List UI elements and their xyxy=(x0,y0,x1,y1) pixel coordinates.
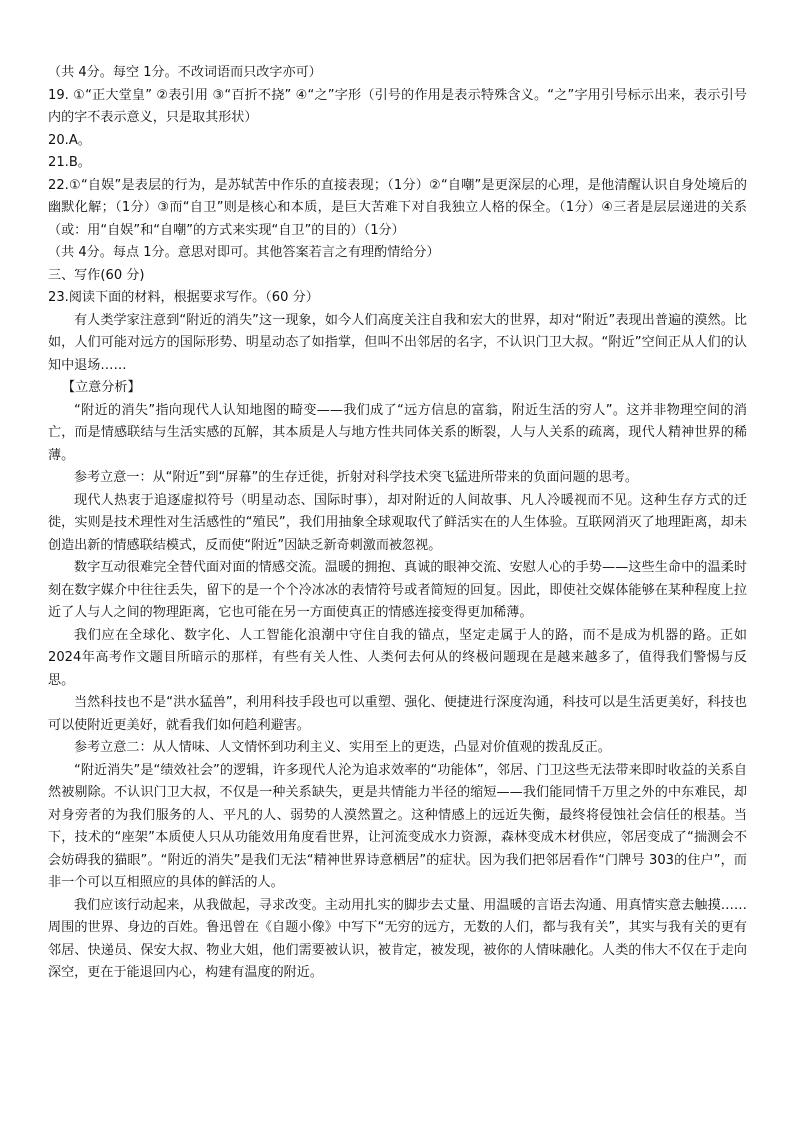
reference-idea-two: 参考立意二：从人情味、人文情怀到功利主义、实用至上的更迭，凸显对价值观的拨乱反正。 xyxy=(74,740,611,755)
body-paragraph: 我们应在全球化、数字化、人工智能化浪潮中守住自我的锚点，坚定走属于人的路，而不是成为机器的路。正如 2024年高考作文题目所暗示的那样，有些有关人性、人类何去何从的终极问题现在是越来越多了，值得我们警惕与反思。 xyxy=(48,627,747,688)
body-paragraph: 数字互动很难完全替代面对面的情感交流。温暖的拥抱、真诚的眼神交流、安慰人心的手势——这些生命中的温柔时刻在数字媒介中往往丢失，留下的是一个个冷冰冰的表情符号或者简短的回复。因此，即使社交媒体能够在某种程度上拉近了人与人之间的物理距离，它也可能在另一方面使真正的情感连接变得更加稀薄。 xyxy=(48,560,747,620)
question-23-prompt: 23.阅读下面的材料，根据要求写作。（60 分） xyxy=(48,290,319,305)
analysis-heading: 【立意分析】 xyxy=(62,380,141,395)
material-paragraph: 有人类学家注意到“附近的消失”这一现象，如今人们高度关注自我和宏大的世界，却对“附近”表现出普遍的漠然。比如，人们可能对远方的国际形势、明星动态了如指掌，但叫不出邻居的名字，不认识门卫大叔。“附近”空间正从人们的认知中退场…… xyxy=(48,312,747,373)
answer-q22: 22.①“自娱”是表层的行为，是苏轼苦中作乐的直接表现；（1分）②“自嘲”是更深层的心理，是他清醒认识自身处境后的幽默化解；（1分）③而“自卫”则是核心和本质，是巨大苦难下对自我独立人格的保全。（1分）④三者是层层递进的关系（或：用“自娱”和“自嘲”的方式来实现“自卫”的目的）（1分） xyxy=(48,177,747,238)
section-heading-writing: 三、写作(60 分) xyxy=(48,267,145,283)
scoring-note-q22: （共 4分。每点 1分。意思对即可。其他答案若言之有理酌情给分） xyxy=(48,245,440,260)
analysis-paragraph: “附近的消失”指向现代人认知地图的畸变——我们成了“远方信息的富翁，附近生活的穷人”。这并非物理空间的消亡，而是情感联结与生活实感的瓦解，其本质是人与地方性共同体关系的断裂，人与人关系的疏离，现代人精神世界的稀薄。 xyxy=(48,402,747,463)
answer-q21: 21.B。 xyxy=(48,155,91,170)
reference-idea-one: 参考立意一：从“附近”到“屏幕”的生存迁徙，折射对科学技术突飞猛进所带来的负面问题的思考。 xyxy=(74,470,638,485)
body-paragraph: 我们应该行动起来，从我做起，寻求改变。主动用扎实的脚步去丈量、用温暖的言语去沟通、用真情实意去触摸……周围的世界、身边的百姓。鲁迅曾在《自题小像》中写下“无穷的远方，无数的人们，都与我有关”，其实与我有关的更有邻居、快递员、保安大叔、物业大姐，他们需要被认识，被肯定，被发现，被你的人情味融化。人类的伟大不仅在于走向深空，更在于能退回内心，构建有温度的附近。 xyxy=(48,897,747,980)
body-paragraph: 当然科技也不是“洪水猛兽”，利用科技手段也可以重塑、强化、便捷进行深度沟通，科技可以是生活更美好，科技也可以使附近更美好，就看我们如何趋利避害。 xyxy=(48,695,747,733)
scoring-note-q18: （共 4分。每空 1分。不改词语而只改字亦可） xyxy=(48,65,322,80)
body-paragraph: 现代人热衷于追逐虚拟符号（明星动态、国际时事），却对附近的人间故事、凡人冷暖视而不见。这种生存方式的迁徙，实则是技术理性对生活感性的“殖民”，我们用抽象全球观取代了鲜活实在的人生体验。互联网消灭了地理距离，却未创造出新的情感联结模式，反而使“附近”因缺乏新奇刺激而被忽视。 xyxy=(48,492,747,553)
answer-q20: 20.A。 xyxy=(48,132,91,148)
answer-q19: 19. ①“正大堂皇” ②表引用 ③“百折不挠” ④“之”字形（引号的作用是表示特殊含义。“之”字用引号标示出来，表示引号内的字不表示意义，只是取其形状） xyxy=(48,87,747,125)
body-paragraph: “附近消失”是“绩效社会”的逻辑，许多现代人沦为追求效率的“功能体”，邻居、门卫这些无法带来即时收益的关系自然被剔除。不认识门卫大叔，不仅是一种关系缺失，更是共情能力半径的缩短——我们能同情千万里之外的中东难民，却对身旁者的为我们服务的人、平凡的人、弱势的人漠然置之。这种情感上的远近失衡，最终将侵蚀社会信任的根基。当下，技术的“座架”本质使人只从功能效用角度看世界，让河流变成水力资源，森林变成木材供应，邻居变成了“揣测会不会妨碍我的猫眼”。“附近的消失”是我们无法“精神世界诗意栖居”的症状。因为我们把邻居看作“门牌号 303的住户”，而非一个可以互相照应的具体的鲜活的人。 xyxy=(48,762,747,890)
